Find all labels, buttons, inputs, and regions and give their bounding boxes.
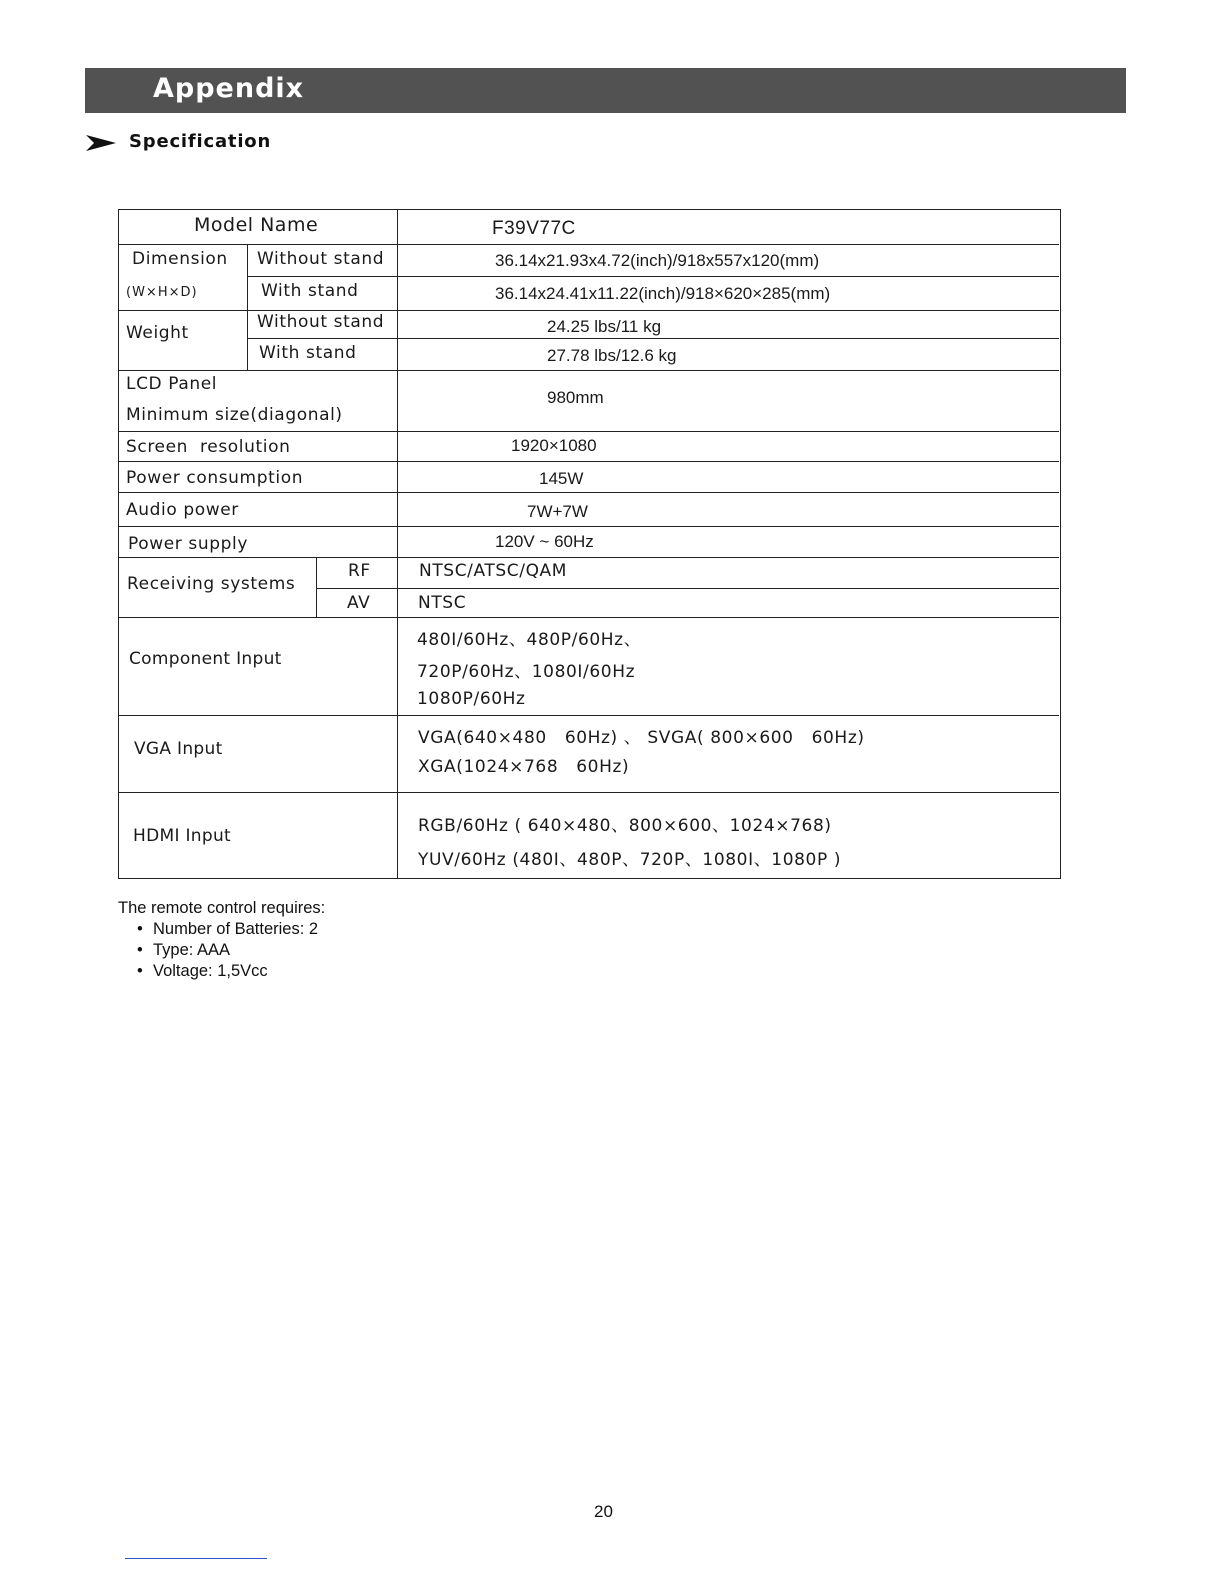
weight-label: Weight: [126, 323, 189, 343]
weight-with-stand-label: With stand: [259, 343, 357, 363]
lcd-panel-value: 980mm: [547, 388, 604, 407]
model-name-value: F39V77C: [492, 218, 576, 239]
dimension-with-stand-value: 36.14x24.41x11.22(inch)/918×620×285(mm): [495, 284, 831, 303]
weight-with-stand-value: 27.78 lbs/12.6 kg: [547, 346, 677, 365]
dimension-without-stand-value: 36.14x21.93x4.72(inch)/918x557x120(mm): [495, 251, 820, 270]
specification-table: [118, 209, 1061, 879]
component-input-line-3: 1080P/60Hz: [417, 689, 526, 709]
power-supply-value: 120V ~ 60Hz: [495, 532, 594, 551]
vga-input-line-1: VGA(640×480 60Hz) 、 SVGA( 800×600 60Hz): [418, 728, 865, 748]
component-input-line-1: 480I/60Hz、480P/60Hz、: [417, 630, 642, 650]
audio-power-label: Audio power: [126, 500, 239, 520]
remote-notes-list: [118, 920, 325, 983]
vga-input-line-2: XGA(1024×768 60Hz): [418, 757, 630, 777]
dimension-sub-label: (W×H×D): [126, 285, 198, 300]
screen-resolution-value: 1920×1080: [511, 436, 597, 455]
vga-input-label: VGA Input: [134, 739, 223, 759]
audio-power-value: 7W+7W: [527, 502, 588, 521]
av-value: NTSC: [418, 593, 467, 613]
section-title: Specification: [129, 131, 272, 152]
weight-without-stand-label: Without stand: [257, 312, 385, 332]
weight-without-stand-value: 24.25 lbs/11 kg: [547, 317, 662, 336]
rf-label: RF: [348, 561, 371, 581]
hdmi-input-label: HDMI Input: [133, 826, 231, 846]
dimension-without-stand-label: Without stand: [257, 249, 385, 269]
dimension-with-stand-label: With stand: [261, 281, 359, 301]
remote-control-notes: [118, 899, 325, 983]
component-input-line-2: 720P/60Hz、1080I/60Hz: [417, 662, 636, 682]
arrow-bullet-icon: [85, 134, 117, 152]
power-consumption-value: 145W: [539, 469, 584, 488]
footer-rule: [125, 1558, 267, 1559]
remote-notes-intro: The remote control requires:: [118, 899, 326, 917]
receiving-systems-label: Receiving systems: [127, 574, 296, 594]
component-input-label: Component Input: [129, 649, 282, 669]
lcd-minimum-size-label: Minimum size(diagonal): [126, 405, 343, 425]
rf-value: NTSC/ATSC/QAM: [419, 561, 568, 581]
dimension-label: Dimension: [132, 249, 228, 269]
list-item: • Voltage: 1,5Vcc: [153, 962, 325, 983]
list-item: • Type: AAA: [153, 941, 325, 962]
page-number: 20: [594, 1502, 613, 1521]
hdmi-input-line-1: RGB/60Hz ( 640×480、800×600、1024×768): [418, 816, 832, 836]
lcd-panel-label: LCD Panel: [126, 374, 218, 394]
av-label: AV: [347, 593, 371, 613]
model-name-label: Model Name: [194, 214, 319, 236]
power-consumption-label: Power consumption: [126, 468, 304, 488]
list-item: • Number of Batteries: 2: [153, 920, 325, 941]
screen-resolution-label: Screen resolution: [126, 437, 291, 457]
hdmi-input-line-2: YUV/60Hz (480I、480P、720P、1080I、1080P ): [418, 850, 842, 870]
power-supply-label: Power supply: [128, 534, 248, 554]
page-title: Appendix: [153, 73, 305, 104]
